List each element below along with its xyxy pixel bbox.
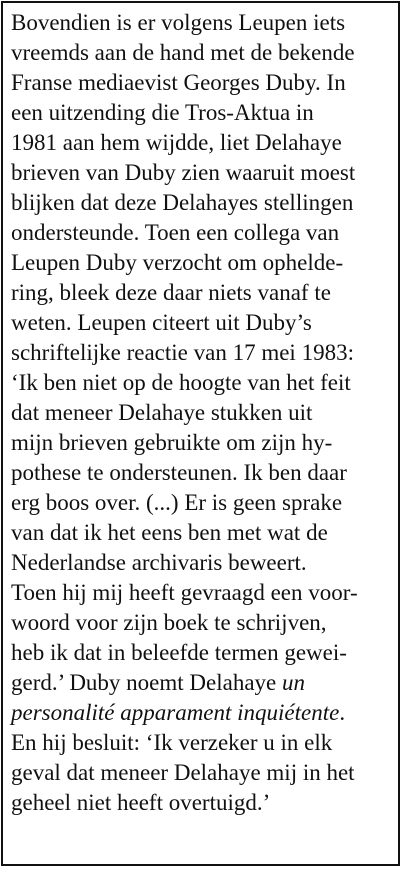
text-line: pothese te ondersteunen. Ik ben daar xyxy=(11,460,347,485)
text-line-mixed xyxy=(11,668,403,698)
text-line: ring, bleek deze daar niets vanaf te xyxy=(11,280,331,305)
text-segment: gerd.’ Duby noemt Delahaye xyxy=(11,670,283,695)
text-line: woord voor zijn boek te schrijven, xyxy=(11,610,327,635)
italic-phrase: un xyxy=(282,670,306,695)
text-segment: . xyxy=(339,700,346,725)
text-line: Franse mediaevist Georges Duby. In xyxy=(11,70,346,95)
text-line: brieven van Duby zien waaruit moest xyxy=(11,160,356,185)
text-line: Bovendien is er volgens Leupen iets xyxy=(11,10,346,35)
text-line: Nederlandse archivaris beweert. xyxy=(11,550,307,575)
text-line: 1981 aan hem wijdde, liet Delahaye xyxy=(11,130,342,155)
text-line: van dat ik het eens ben met wat de xyxy=(11,520,328,545)
body-paragraph xyxy=(11,8,403,818)
text-line: geheel niet heeft overtuigd.’ xyxy=(11,790,271,815)
text-line: dat meneer Delahaye stukken uit xyxy=(11,400,313,425)
text-line: erg boos over. (...) Er is geen sprake xyxy=(11,490,343,515)
text-line: vreemds aan de hand met de bekende xyxy=(11,40,355,65)
text-line: ondersteunde. Toen een collega van xyxy=(11,220,340,245)
text-line: blijken dat deze Delahayes stellingen xyxy=(11,190,354,215)
text-line: schriftelijke reactie van 17 mei 1983: xyxy=(11,340,354,365)
page-frame xyxy=(1,1,400,866)
text-line: geval dat meneer Delahaye mij in het xyxy=(11,760,355,785)
text-line: Leupen Duby verzocht om ophelde- xyxy=(11,250,344,275)
text-line: weten. Leupen citeert uit Duby’s xyxy=(11,310,312,335)
text-line: En hij besluit: ‘Ik verzeker u in elk xyxy=(11,730,333,755)
text-line: mijn brieven gebruikte om zijn hy- xyxy=(11,430,333,455)
text-line: Toen hij mij heeft gevraagd een voor- xyxy=(11,580,358,605)
text-line: heb ik dat in beleefde termen gewei- xyxy=(11,640,347,665)
text-line: ‘Ik ben niet op de hoogte van het feit xyxy=(11,370,351,395)
text-line: een uitzending die Tros-Aktua in xyxy=(11,100,314,125)
italic-phrase: personalité apparament inquiétente xyxy=(11,700,340,725)
text-line-mixed xyxy=(11,698,403,728)
